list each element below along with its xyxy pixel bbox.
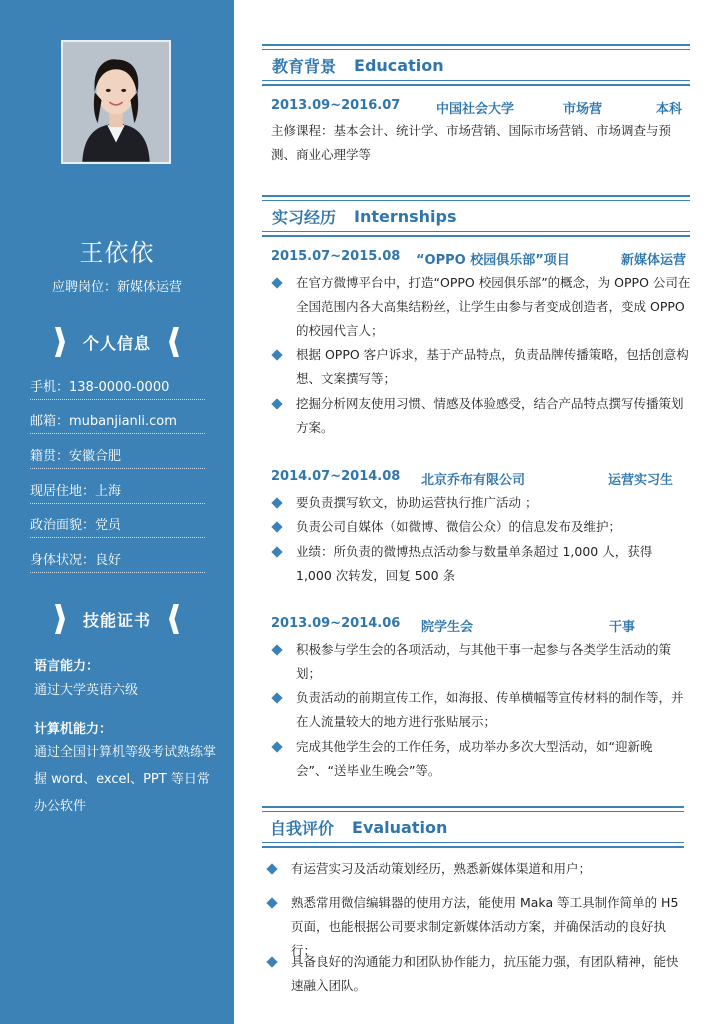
bracket-right-icon (169, 604, 179, 634)
evaluation-title-cn: 自我评价 (270, 818, 335, 838)
diamond-bullet-icon (271, 497, 282, 508)
job-role: 运营实习生 (608, 473, 674, 488)
personal-info-header (0, 325, 234, 359)
job-bullet: 在官方微博平台中，打造“OPPO 校园俱乐部”的概念，为 OPPO 公司在全国范围内各大高集结粉丝，让学生由参与者变成创造者，变成 OPPO 的校园代言人； (271, 271, 691, 343)
job-bullet: 负责活动的前期宣传工作，如海报、传单横幅等宣传材料的制作等，并在人流量较大的地方进行张贴展示； (271, 686, 691, 734)
education-school: 中国社会大学 (436, 102, 515, 117)
job-role: 新媒体运营 (621, 253, 687, 268)
diamond-bullet-icon (271, 349, 282, 360)
education-degree: 本科 (656, 102, 683, 117)
job-bullet: 要负责撰写软文，协助运营执行推广活动 ； (271, 491, 691, 515)
info-residence: 现居住地：上海 (30, 480, 205, 504)
job-row (271, 616, 691, 634)
internships-title-en: Internships (354, 206, 457, 226)
job-bullet: 积极参与学生会的各项活动，与其他干事一起参与各类学生活动的策划； (271, 638, 691, 686)
evaluation-bullet: 具备良好的沟通能力和团队协作能力，抗压能力强，有团队精神，能快速融入团队。 (266, 950, 690, 998)
info-political-status: 政治面貌：党员 (30, 514, 205, 538)
skills-title: 技能证书 (82, 610, 151, 630)
diamond-bullet-icon (271, 398, 282, 409)
bracket-left-icon (55, 604, 65, 634)
info-hometown: 籍贯：安徽合肥 (30, 445, 205, 469)
info-email: 邮箱：mubanjianli.com (30, 410, 205, 434)
job-bullet: 挖掘分析网友使用习惯、情感及体验感受，结合产品特点撰写传播策划方案。 (271, 392, 691, 440)
internships-title-cn: 实习经历 (272, 207, 337, 227)
job-bullet: 负责公司自媒体（如微博、微信公众）的信息发布及维护； (271, 515, 691, 539)
job-period: 2013.09~2014.06 (271, 616, 401, 631)
education-courses: 主修课程：基本会计、统计学、市场营销、国际市场营销、市场调查与预测、商业心理学等 (271, 123, 672, 162)
education-title-en: Education (354, 55, 444, 75)
diamond-bullet-icon (266, 863, 277, 874)
diamond-bullet-icon (271, 644, 282, 655)
info-phone: 手机：138-0000-0000 (30, 376, 205, 400)
education-title-cn: 教育背景 (272, 56, 337, 76)
job-org: “OPPO 校园俱乐部”项目 (416, 253, 570, 268)
diamond-bullet-icon (266, 956, 277, 967)
job-row (271, 249, 691, 267)
education-period: 2013.09~2016.07 (271, 98, 401, 113)
job-row (271, 469, 691, 487)
job-bullet: 业绩：所负责的微博热点活动参与数量单条超过 1,000 人，获得 1,000 次转发，回复 500 条 (271, 540, 691, 588)
computer-skill-text: 通过全国计算机等级考试熟练掌握 word、excel、PPT 等日常办公软件 (34, 745, 217, 814)
candidate-name: 王依依 (79, 239, 155, 267)
job-bullet: 完成其他学生会的工作任务，成功举办多次大型活动，如“迎新晚会”、“送毕业生晚会”等。 (271, 735, 691, 783)
bracket-left-icon (55, 327, 65, 357)
evaluation-title-en: Evaluation (352, 817, 448, 837)
job-period: 2014.07~2014.08 (271, 469, 401, 484)
diamond-bullet-icon (266, 897, 277, 908)
job-org: 北京乔布有限公司 (421, 473, 526, 488)
computer-skill-label: 计算机能力： (34, 722, 113, 737)
applied-position: 应聘岗位：新媒体运营 (51, 280, 182, 295)
internships-header (262, 195, 690, 237)
language-skill-text: 通过大学英语六级 (34, 683, 139, 698)
job-period: 2015.07~2015.08 (271, 249, 401, 264)
diamond-bullet-icon (271, 521, 282, 532)
sidebar (0, 0, 234, 1024)
diamond-bullet-icon (271, 692, 282, 703)
education-header (262, 44, 690, 86)
evaluation-header (262, 806, 684, 848)
language-skill-label: 语言能力： (34, 659, 100, 674)
education-major: 市场营 (563, 102, 603, 117)
job-role: 干事 (609, 620, 636, 635)
diamond-bullet-icon (271, 546, 282, 557)
evaluation-bullet: 熟悉常用微信编辑器的使用方法，能使用 Maka 等工具制作简单的 H5 页面，也能根据公司要求制定新媒体活动方案，并确保活动的良好执行； (266, 891, 690, 963)
job-org: 院学生会 (421, 620, 474, 635)
info-health: 身体状况：良好 (30, 549, 205, 573)
evaluation-bullet: 有运营实习及活动策划经历，熟悉新媒体渠道和用户； (266, 857, 690, 881)
personal-info-title: 个人信息 (82, 333, 151, 353)
portrait-image (63, 42, 169, 162)
profile-photo (61, 40, 171, 164)
job-bullet: 根据 OPPO 客户诉求，基于产品特点，负责品牌传播策略，包括创意构想、文案撰写等； (271, 343, 691, 391)
diamond-bullet-icon (271, 741, 282, 752)
skills-header (0, 602, 234, 636)
bracket-right-icon (169, 327, 179, 357)
education-row (271, 98, 691, 116)
diamond-bullet-icon (271, 277, 282, 288)
